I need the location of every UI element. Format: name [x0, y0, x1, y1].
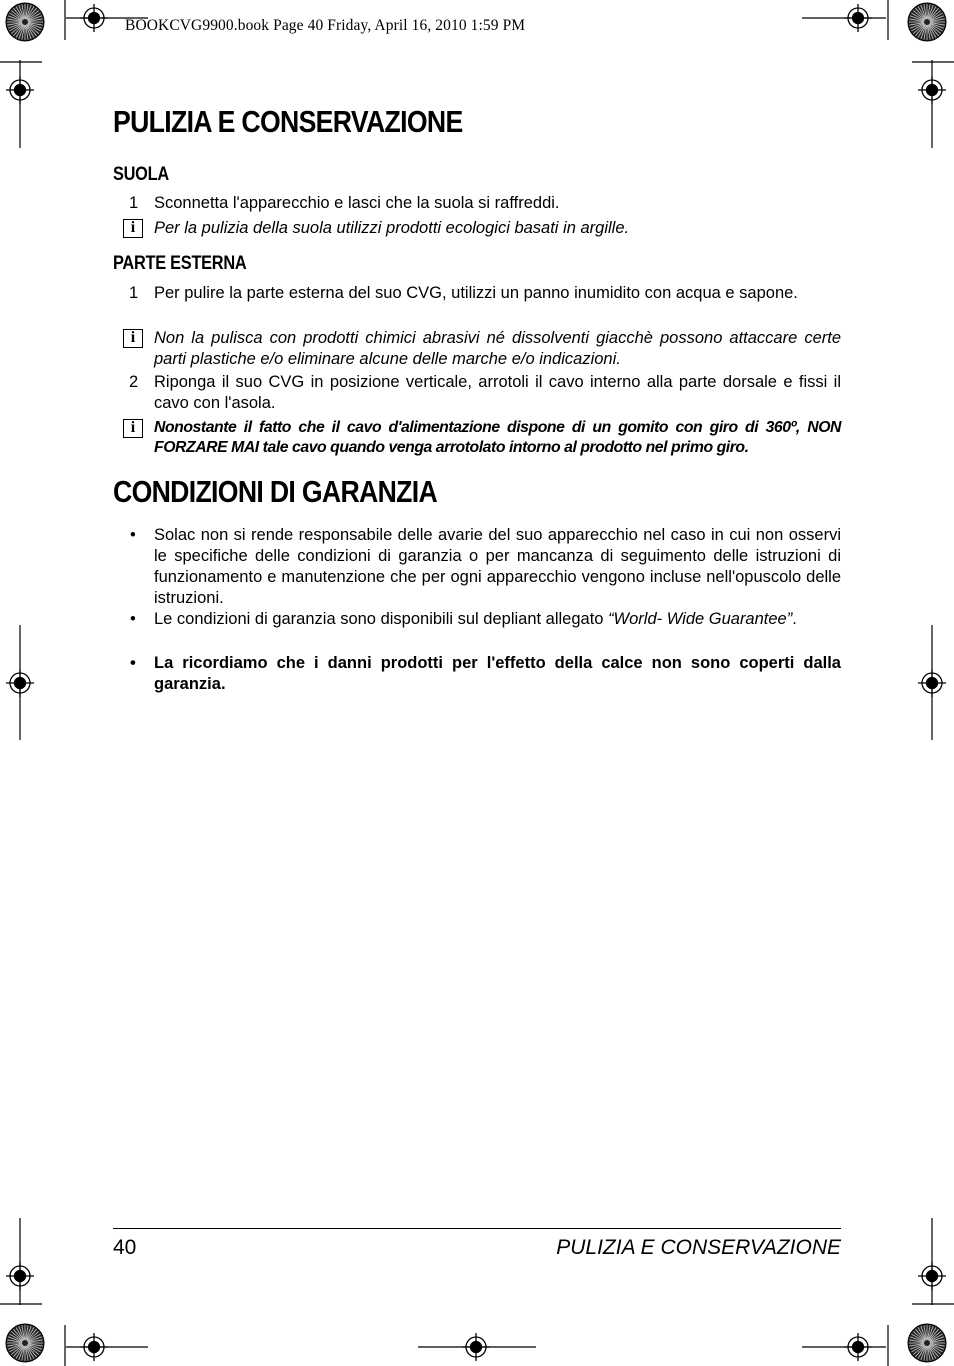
- warning-text: Nonostante il fatto che il cavo d'alimentazione dispone di un gomito con giro di 360º, NON FORZARE MAI tale cavo quando venga arrotolato intorno al prodotto nel primo giro.: [154, 419, 841, 456]
- crosshair-mark: [6, 76, 34, 104]
- crosshair-mark: [80, 1333, 108, 1361]
- crosshair-mark: [844, 1333, 872, 1361]
- info-icon: i: [123, 419, 143, 438]
- note: [113, 218, 841, 239]
- step-number: 1: [129, 284, 139, 302]
- crosshair-mark: [918, 669, 946, 697]
- guarantee-title: “World- Wide Guarantee”: [608, 610, 793, 628]
- footer-page-number: 40: [113, 1236, 137, 1259]
- bullet-text: La ricordiamo che i danni prodotti per l'effetto della calce non sono coperti dalla garanzia.: [154, 654, 841, 693]
- bullet: •: [130, 526, 136, 544]
- crosshair-mark: [6, 1262, 34, 1290]
- printer-header: BOOKCVG9900.book Page 40 Friday, April 16, 2010 1:59 PM: [125, 17, 526, 34]
- crosshair-mark: [80, 4, 108, 32]
- list-item: [113, 653, 841, 695]
- step-text: Riponga il suo CVG in posizione verticale, arrotoli il cavo interno alla parte dorsale e fissi il cavo con l'asola.: [154, 373, 841, 412]
- note-text: Non la pulisca con prodotti chimici abrasivi né dissolventi giacchè possono attaccare certe parti plastiche e/o eliminare alcune delle marche e/o indicazioni.: [154, 329, 841, 368]
- bullet-text-end: .: [792, 610, 797, 628]
- bullet-text: Solac non si rende responsabile delle avarie del suo apparecchio nel caso in cui non osservi le specifiche delle condizioni di garanzia o per mancanza di seguimento delle istruzioni di funzionamento e manutenzione che per ogni apparecchio vengono incluse nell'opuscolo delle istruzioni.: [154, 526, 841, 607]
- starburst-mark: [6, 3, 44, 41]
- starburst-mark: [6, 1324, 44, 1362]
- note-text: Per la pulizia della suola utilizzi prodotti ecologici basati in argille.: [154, 219, 630, 237]
- warning-note: [113, 418, 841, 458]
- starburst-mark: [908, 1324, 946, 1362]
- step-text: Sconnetta l'apparecchio e lasci che la suola si raffreddi.: [154, 194, 560, 212]
- list-item: [113, 193, 841, 214]
- info-icon: i: [123, 329, 143, 348]
- crosshair-mark: [844, 4, 872, 32]
- step-text: Per pulire la parte esterna del suo CVG, utilizzi un panno inumidito con acqua e sapone.: [154, 284, 798, 302]
- note: [113, 328, 841, 370]
- heading-suola: SUOLA: [113, 164, 169, 185]
- step-number: 2: [129, 373, 139, 391]
- step-number: 1: [129, 194, 139, 212]
- footer-rule: [113, 1228, 841, 1229]
- list-item: [113, 525, 841, 609]
- list-item: [113, 372, 841, 414]
- crosshair-mark: [6, 669, 34, 697]
- page-title: PULIZIA E CONSERVAZIONE: [113, 104, 463, 139]
- crosshair-mark: [918, 76, 946, 104]
- bullet-text-main: Le condizioni di garanzia sono disponibili sul depliant allegato: [154, 610, 609, 628]
- section-title-garanzia: CONDIZIONI DI GARANZIA: [113, 474, 438, 509]
- footer-section-title: PULIZIA E CONSERVAZIONE: [556, 1236, 841, 1259]
- crosshair-mark: [918, 1262, 946, 1290]
- list-item: [113, 609, 841, 630]
- bullet-text: [154, 609, 841, 630]
- starburst-mark: [908, 3, 946, 41]
- info-icon: i: [123, 219, 143, 238]
- heading-parte-esterna: PARTE ESTERNA: [113, 253, 247, 274]
- bullet: •: [130, 654, 136, 672]
- crosshair-mark: [462, 1333, 490, 1361]
- bullet: •: [130, 610, 136, 628]
- list-item: [113, 283, 841, 304]
